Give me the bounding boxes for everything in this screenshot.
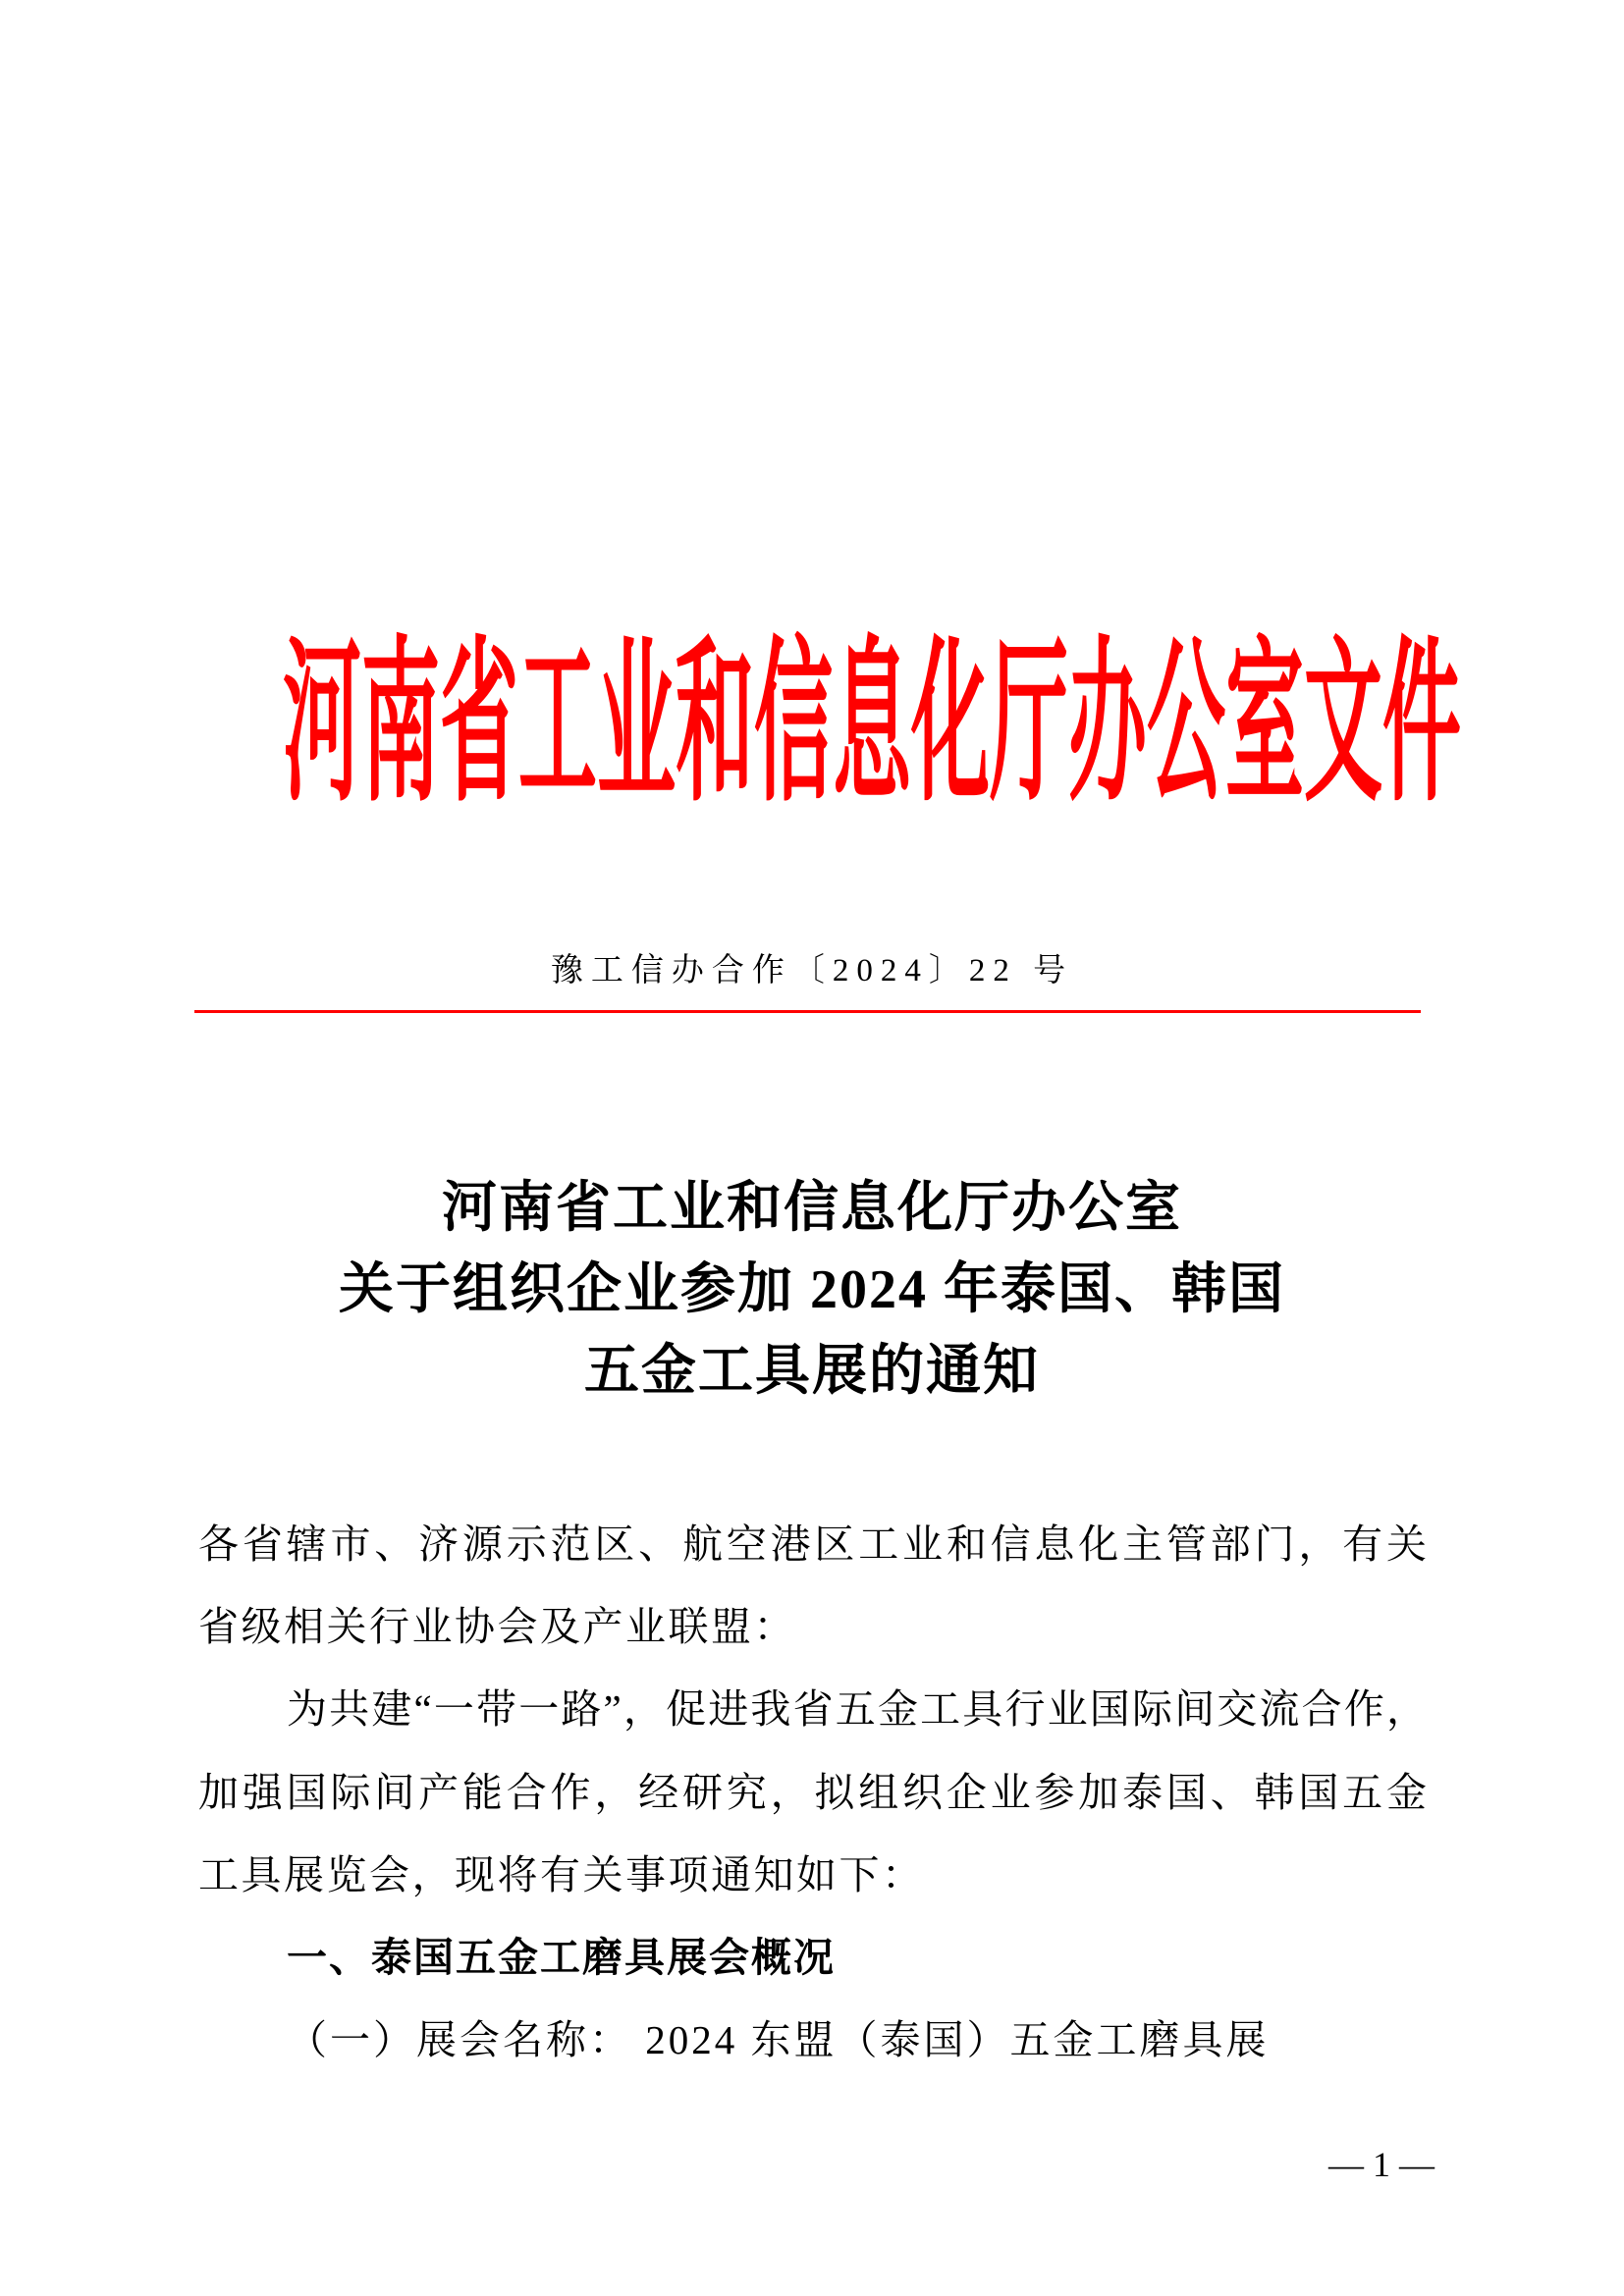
document-number: 豫工信办合作〔2024〕22 号: [550, 953, 1074, 988]
document-body: [198, 1503, 1427, 2081]
paragraph-line: 工具展览会，现将有关事项通知如下：: [198, 1851, 925, 1897]
notice-title: [0, 1168, 1624, 1413]
red-divider-line: [194, 1010, 1421, 1013]
paragraph-line: 为共建“一带一路”，促进我省五金工具行业国际间交流合作，: [287, 1686, 1427, 1733]
body-paragraph: [198, 1668, 1427, 1916]
notice-title-line: 关于组织企业参加 2024 年泰国、韩国: [339, 1259, 1285, 1320]
salutation: [198, 1503, 1427, 1668]
page-number: — 1 —: [1328, 2145, 1435, 2184]
notice-title-line: 五金工具展的通知: [584, 1341, 1040, 1402]
paragraph-line: 加强国际间产能合作，经研究，拟组织企业参加泰国、韩国五金: [198, 1769, 1427, 1815]
salutation-line: 省级相关行业协会及产业联盟：: [198, 1604, 796, 1650]
salutation-line: 各省辖市、济源示范区、航空港区工业和信息化主管部门，有关: [198, 1522, 1427, 1567]
list-item: （一）展会名称： 2024 东盟（泰国）五金工磨具展: [287, 2017, 1270, 2063]
document-header-title: 河南省工业和信息化厅办公室文件: [283, 629, 1461, 824]
section-heading: 一、泰国五金工磨具展会概况: [287, 1933, 836, 1981]
notice-title-line: 河南省工业和信息化厅办公室: [442, 1178, 1182, 1239]
